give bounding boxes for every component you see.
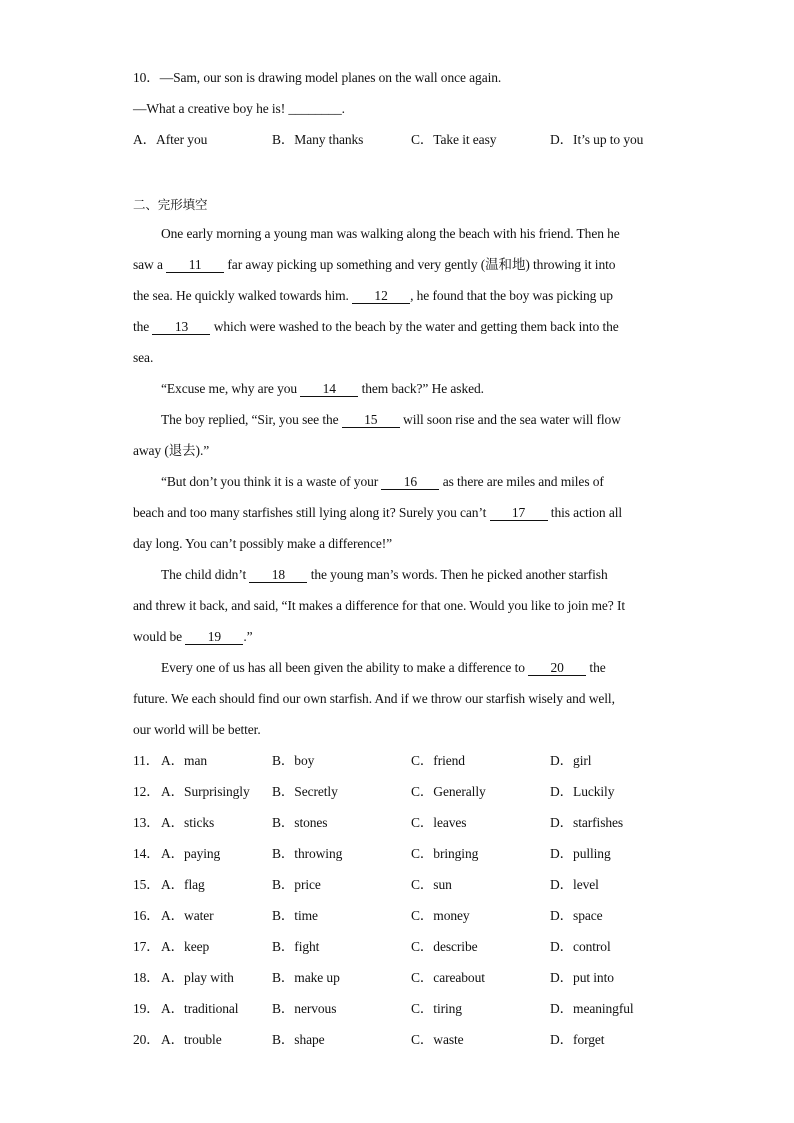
- passage-line: “Excuse me, why are you 14 them back?” He asked.: [161, 381, 484, 396]
- blank-13: 13: [152, 319, 210, 335]
- question-11: 11． A．man B．boy C．friend D．girl: [133, 753, 592, 768]
- passage-line: saw a 11 far away picking up something and very gently (温和地) throwing it into: [133, 257, 616, 272]
- question-20: 20． A．trouble B．shape C．waste D．forget: [133, 1032, 605, 1047]
- q10-blank: ________: [288, 101, 342, 116]
- passage-line: beach and too many starfishes still lying along it? Surely you can’t 17 this action all: [133, 505, 623, 520]
- question-15: 15． A．flag B．price C．sun D．level: [133, 877, 599, 892]
- passage-line: One early morning a young man was walking along the beach with his friend. Then he: [161, 226, 620, 241]
- question-18: 18． A．play with B．make up C．careabout D．put into: [133, 970, 614, 985]
- q10-dialogue-2: —What a creative boy he is!: [133, 101, 289, 116]
- passage-line: Every one of us has all been given the ability to make a difference to 20 the: [161, 660, 606, 675]
- q10-line1: [133, 62, 661, 93]
- passage-line: the 13 which were washed to the beach by the water and getting them back into the: [133, 319, 619, 334]
- passage-line: The boy replied, “Sir, you see the 15 will soon rise and the sea water will flow: [161, 412, 621, 427]
- passage-line: day long. You can’t possibly make a difference!”: [133, 536, 393, 551]
- blank-16: 16: [381, 474, 439, 490]
- q10-option-a: A．After you: [133, 132, 208, 147]
- passage-line: would be 19 .”: [133, 629, 253, 644]
- passage-line: the sea. He quickly walked towards him. 12 , he found that the boy was picking up: [133, 288, 613, 303]
- blank-20: 20: [528, 660, 586, 676]
- q10-line2: —What a creative boy he is! ________.: [133, 101, 345, 116]
- section-title: 二、完形填空: [133, 197, 208, 212]
- question-12: 12． A．Surprisingly B．Secretly C．Generally D．Luckily: [133, 784, 615, 799]
- q10-number: 10．: [133, 70, 160, 85]
- question-13: 13． A．sticks B．stones C．leaves D．starfishes: [133, 815, 624, 830]
- passage-line: sea.: [133, 350, 154, 365]
- blank-19: 19: [185, 629, 243, 645]
- passage-line: “But don’t you think it is a waste of your 16 as there are miles and miles of: [161, 474, 604, 489]
- passage-line: away (退去).”: [133, 443, 210, 458]
- question-19: 19． A．traditional B．nervous C．tiring D．meaningful: [133, 1001, 634, 1016]
- passage-line: future. We each should find our own starfish. And if we throw our starfish wisely and well,: [133, 691, 615, 706]
- q10-option-c: C．Take it easy: [411, 132, 497, 147]
- worksheet-page: [133, 62, 661, 1055]
- blank-18: 18: [249, 567, 307, 583]
- blank-15: 15: [342, 412, 400, 428]
- blank-17: 17: [490, 505, 548, 521]
- q10-dialogue-1: —Sam, our son is drawing model planes on the wall once again.: [159, 70, 502, 85]
- question-14: 14． A．paying B．throwing C．bringing D．pulling: [133, 846, 611, 861]
- passage-line: our world will be better.: [133, 722, 261, 737]
- q10-options: [133, 124, 661, 155]
- blank-12: 12: [352, 288, 410, 304]
- passage-line: The child didn’t 18 the young man’s words. Then he picked another starfish: [161, 567, 608, 582]
- passage-line: and threw it back, and said, “It makes a difference for that one. Would you like to join me? It: [133, 598, 626, 613]
- question-16: 16． A．water B．time C．money D．space: [133, 908, 603, 923]
- q10-option-d: D．It’s up to you: [550, 132, 644, 147]
- blank-11: 11: [166, 257, 224, 273]
- question-17: 17． A．keep B．fight C．describe D．control: [133, 939, 611, 954]
- q10-option-b: B．Many thanks: [272, 132, 364, 147]
- blank-14: 14: [300, 381, 358, 397]
